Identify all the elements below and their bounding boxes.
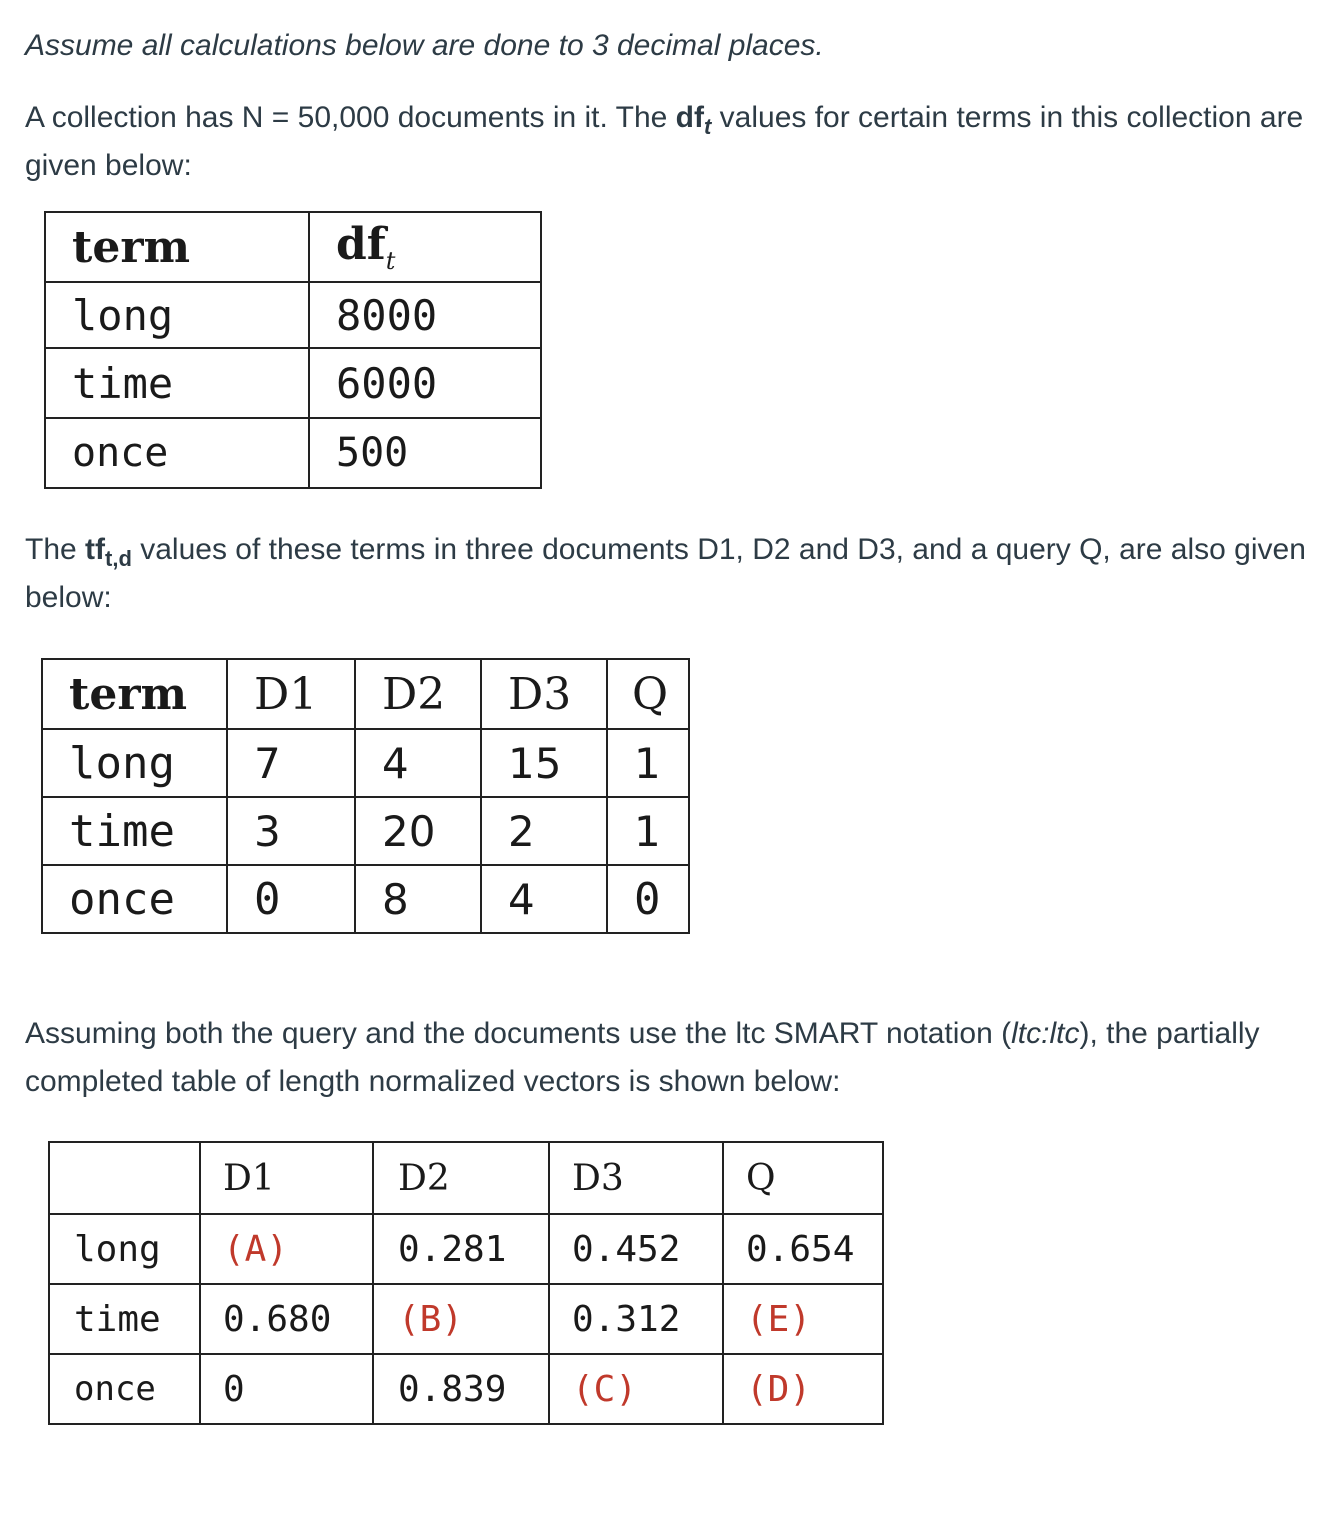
weight-cell: 0.654: [723, 1214, 883, 1284]
df-table-header: [45, 212, 541, 282]
df-table: [44, 211, 542, 489]
weight-cell: 0.312: [549, 1284, 723, 1354]
term-cell: once: [42, 865, 227, 933]
tf-table: [41, 658, 690, 934]
term-cell: once: [45, 418, 309, 488]
tf-cell: 20: [355, 797, 481, 865]
header-d2: D2: [355, 659, 481, 729]
tf-text-end: values of these terms in three documents D1, D2 and D3, and a query Q, are also given below:: [25, 533, 1306, 614]
table-row: [49, 1284, 883, 1354]
unknown-value-a: (A): [200, 1214, 373, 1284]
header-d3: D3: [481, 659, 607, 729]
tf-cell: 2: [481, 797, 607, 865]
table-row: [45, 348, 541, 418]
term-cell: time: [42, 797, 227, 865]
tf-cell: 1: [607, 729, 689, 797]
table-row: [42, 729, 689, 797]
header-d3: D3: [549, 1142, 723, 1214]
tf-cell: 7: [227, 729, 355, 797]
term-cell: time: [45, 348, 309, 418]
table-row: [42, 865, 689, 933]
table-row: [45, 282, 541, 348]
tf-cell: 15: [481, 729, 607, 797]
ltc-text-start: Assuming both the query and the documents use the ltc SMART notation (: [25, 1017, 1012, 1050]
header-df: $df_t$: [309, 212, 541, 282]
normalized-vector-table: [48, 1141, 884, 1425]
ltc-notation: ltc:ltc: [1011, 1017, 1080, 1050]
term-cell: time: [49, 1284, 200, 1354]
tf-term: $tf_{t,d}$: [85, 533, 132, 571]
table-row: [49, 1214, 883, 1284]
df-cell: 8000: [309, 282, 541, 348]
weight-cell: 0.281: [373, 1214, 549, 1284]
term-cell: long: [49, 1214, 200, 1284]
header-q: Q: [607, 659, 689, 729]
header-d1: D1: [200, 1142, 373, 1214]
header-d2: D2: [373, 1142, 549, 1214]
table-row: [45, 418, 541, 488]
tf-description: [25, 526, 1315, 622]
tf-cell: 3: [227, 797, 355, 865]
tf-cell: 0: [607, 865, 689, 933]
header-term: term: [45, 212, 309, 282]
weight-cell: 0.839: [373, 1354, 549, 1424]
tf-cell: 1: [607, 797, 689, 865]
weight-cell: 0.680: [200, 1284, 373, 1354]
tf-cell: 0: [227, 865, 355, 933]
weight-cell: 0: [200, 1354, 373, 1424]
df-term: $df_t$: [675, 101, 712, 139]
table-row: [49, 1354, 883, 1424]
term-cell: once: [49, 1354, 200, 1424]
weight-cell: 0.452: [549, 1214, 723, 1284]
df-cell: 500: [309, 418, 541, 488]
tf-table-header: [42, 659, 689, 729]
ltc-description: [25, 1010, 1315, 1106]
term-cell: long: [42, 729, 227, 797]
normalized-table-header: [49, 1142, 883, 1214]
unknown-value-b: (B): [373, 1284, 549, 1354]
collection-text-end: values for certain terms in this collection are given below:: [25, 101, 1304, 182]
tf-cell: 8: [355, 865, 481, 933]
unknown-value-d: (D): [723, 1354, 883, 1424]
header-term: term: [42, 659, 227, 729]
unknown-value-e: (E): [723, 1284, 883, 1354]
collection-text-start: A collection has N = 50,000 documents in it. The: [25, 101, 676, 134]
tf-text-start: The: [25, 533, 86, 566]
header-empty: [49, 1142, 200, 1214]
table-row: [42, 797, 689, 865]
tf-cell: 4: [481, 865, 607, 933]
instruction-note: Assume all calculations below are done to 3 decimal places.: [25, 29, 824, 62]
collection-description: [25, 94, 1315, 190]
header-q: Q: [723, 1142, 883, 1214]
tf-cell: 4: [355, 729, 481, 797]
unknown-value-c: (C): [549, 1354, 723, 1424]
term-cell: long: [45, 282, 309, 348]
header-d1: D1: [227, 659, 355, 729]
df-cell: 6000: [309, 348, 541, 418]
ltc-text-end: ), the partially completed table of length normalized vectors is shown below:: [25, 1017, 1260, 1098]
